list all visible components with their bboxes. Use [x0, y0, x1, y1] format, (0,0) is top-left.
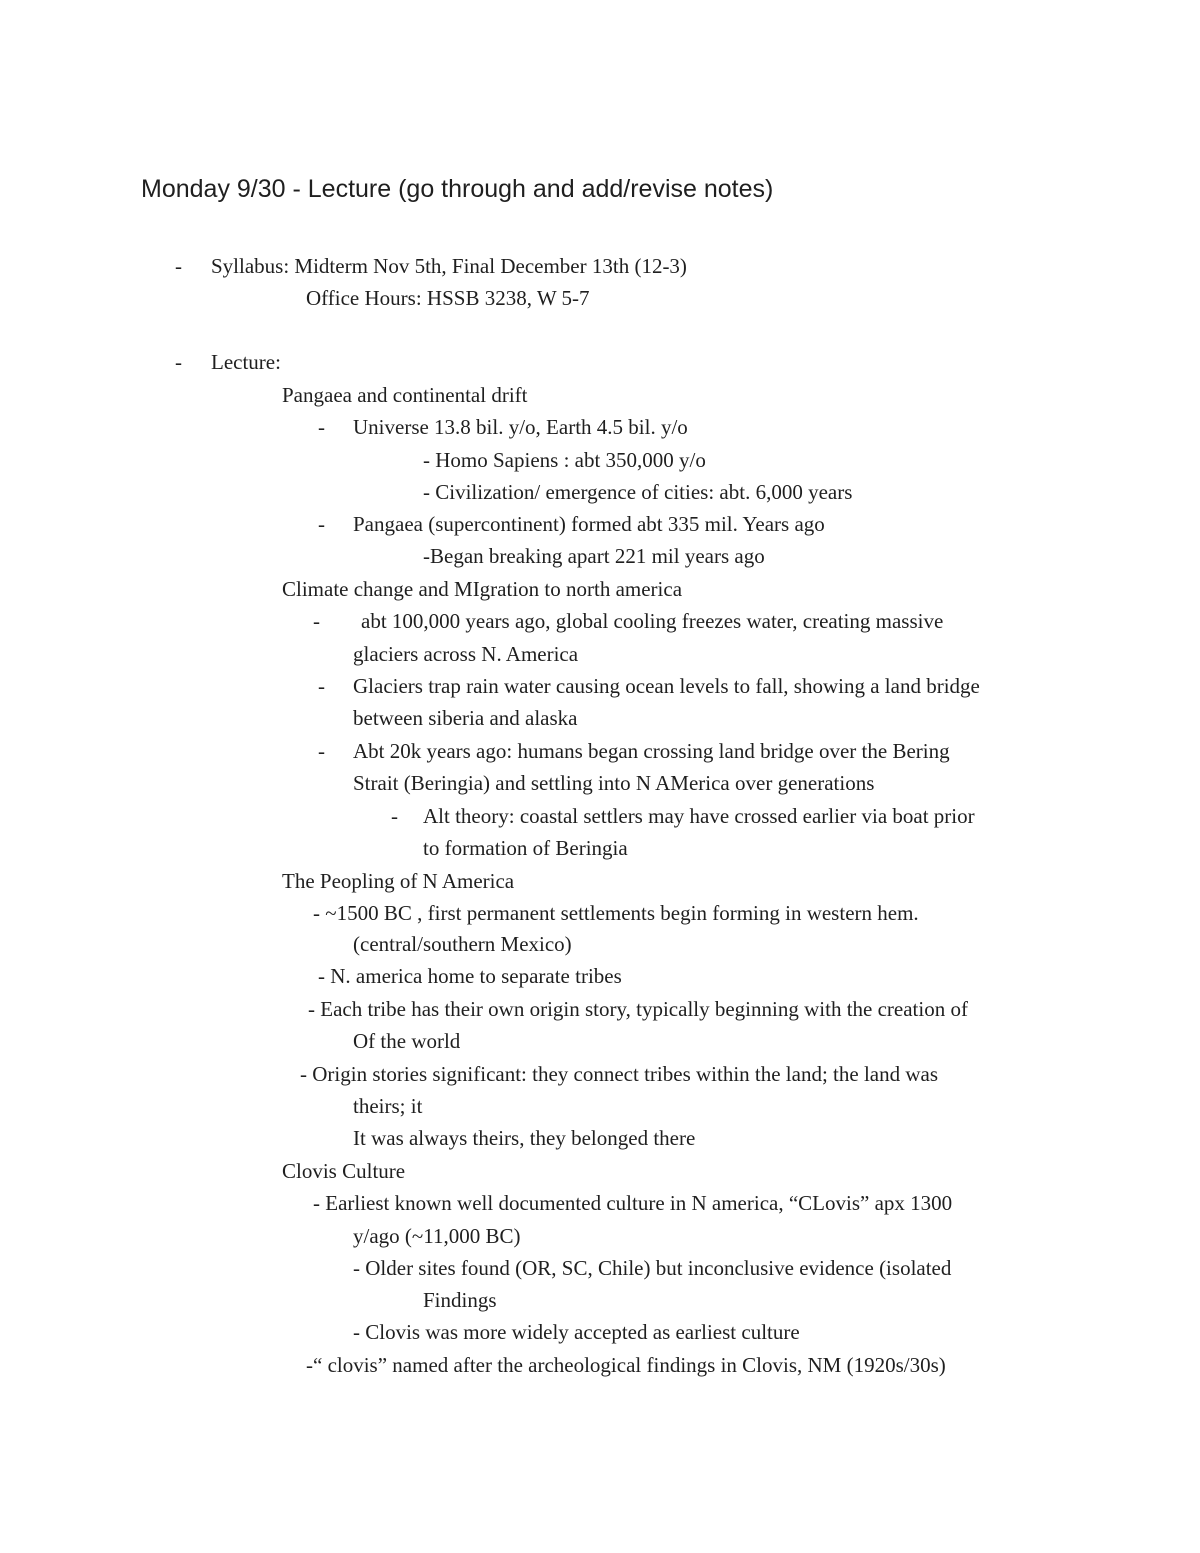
- bullet-dash: -: [175, 350, 182, 374]
- peopling-bullet-3-cont: Of the world: [353, 1029, 461, 1053]
- civilization-line: - Civilization/ emergence of cities: abt. 6,000 years: [423, 480, 853, 504]
- climate-bullet-1-cont: glaciers across N. America: [353, 642, 579, 666]
- page-title: Monday 9/30 - Lecture (go through and add/revise notes): [141, 175, 774, 203]
- bullet-dash: -: [318, 415, 325, 439]
- lecture-label: Lecture:: [211, 350, 281, 374]
- peopling-bullet-2: - N. america home to separate tribes: [318, 964, 622, 988]
- bullet-dash: -: [318, 512, 325, 536]
- office-hours-line: Office Hours: HSSB 3238, W 5-7: [306, 286, 590, 310]
- bullet-dash: -: [175, 254, 182, 278]
- clovis-bullet-3: - Clovis was more widely accepted as earliest culture: [353, 1320, 800, 1344]
- clovis-bullet-1-cont: y/ago (~11,000 BC): [353, 1224, 521, 1248]
- climate-bullet-1: abt 100,000 years ago, global cooling freezes water, creating massive: [361, 609, 944, 633]
- alt-theory-cont: to formation of Beringia: [423, 836, 628, 860]
- clovis-bullet-2-cont: Findings: [423, 1288, 497, 1312]
- bullet-dash: -: [318, 739, 325, 763]
- bullet-dash: -: [313, 609, 320, 633]
- climate-bullet-3-cont: Strait (Beringia) and settling into N AMerica over generations: [353, 771, 875, 795]
- clovis-bullet-4: -“ clovis” named after the archeological findings in Clovis, NM (1920s/30s): [306, 1353, 946, 1377]
- peopling-bullet-1: - ~1500 BC , first permanent settlements begin forming in western hem.: [313, 901, 919, 925]
- pangaea-formed-line: Pangaea (supercontinent) formed abt 335 mil. Years ago: [353, 512, 825, 536]
- peopling-bullet-3: - Each tribe has their own origin story, typically beginning with the creation of: [308, 997, 968, 1021]
- clovis-bullet-2: - Older sites found (OR, SC, Chile) but inconclusive evidence (isolated: [353, 1256, 952, 1280]
- homo-sapiens-line: - Homo Sapiens : abt 350,000 y/o: [423, 448, 706, 472]
- universe-line: Universe 13.8 bil. y/o, Earth 4.5 bil. y/o: [353, 415, 688, 439]
- pangaea-began-line: -Began breaking apart 221 mil years ago: [423, 544, 765, 568]
- peopling-bullet-4: - Origin stories significant: they connect tribes within the land; the land was: [300, 1062, 939, 1086]
- syllabus-line: Syllabus: Midterm Nov 5th, Final December 13th (12-3): [211, 254, 687, 278]
- section-heading-peopling: The Peopling of N America: [282, 869, 515, 893]
- climate-bullet-3: Abt 20k years ago: humans began crossing land bridge over the Bering: [353, 739, 950, 763]
- bullet-dash: -: [318, 674, 325, 698]
- peopling-bullet-4-cont: theirs; it: [353, 1094, 423, 1118]
- peopling-bullet-4-cont-2: It was always theirs, they belonged there: [353, 1126, 696, 1150]
- section-heading-climate: Climate change and MIgration to north america: [282, 577, 683, 601]
- bullet-dash: -: [391, 804, 398, 828]
- clovis-bullet-1: - Earliest known well documented culture in N america, “CLovis” apx 1300: [313, 1191, 953, 1215]
- section-heading-clovis: Clovis Culture: [282, 1159, 406, 1183]
- climate-bullet-2-cont: between siberia and alaska: [353, 706, 578, 730]
- alt-theory-line: Alt theory: coastal settlers may have crossed earlier via boat prior: [423, 804, 975, 828]
- peopling-bullet-1-cont: (central/southern Mexico): [353, 932, 572, 956]
- section-heading-pangaea: Pangaea and continental drift: [282, 383, 528, 407]
- climate-bullet-2: Glaciers trap rain water causing ocean levels to fall, showing a land bridge: [353, 674, 980, 698]
